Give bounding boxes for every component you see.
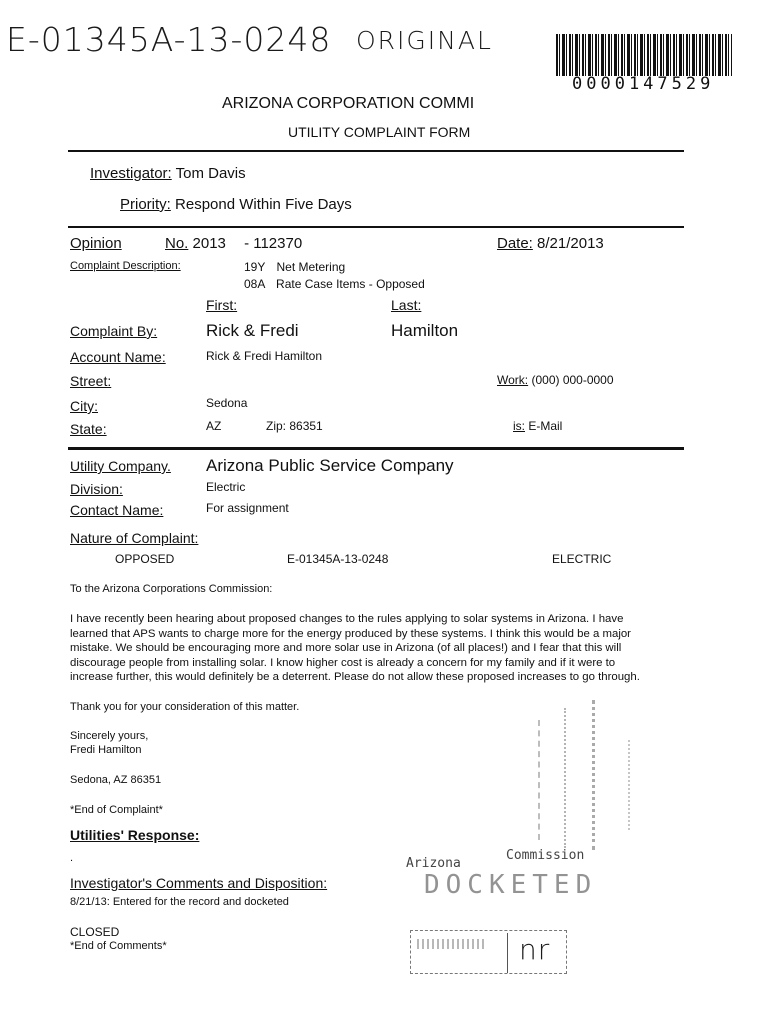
contact-name-value: For assignment [206, 501, 289, 515]
utility-company-label: Utility Company. [70, 458, 171, 474]
utility-company-value: Arizona Public Service Company [206, 456, 454, 475]
contact-method-label: is: [513, 419, 525, 433]
opinion-date-row [497, 235, 604, 252]
utilities-response-value: . [70, 852, 74, 864]
account-name-label: Account Name: [70, 349, 166, 365]
city-value: Sedona [206, 396, 248, 410]
docketed-by-box [410, 930, 567, 974]
utilities-response-label: Utilities' Response: [70, 827, 200, 843]
nature-type: ELECTRIC [552, 552, 612, 566]
disposition-label: Investigator's Comments and Disposition: [70, 875, 328, 891]
contact-name-label: Contact Name: [70, 502, 164, 518]
nature-docket: E-01345A-13-0248 [287, 552, 389, 566]
agency-name: ARIZONA CORPORATION COMMI [222, 95, 475, 112]
letter-end-marker: *End of Complaint* [70, 804, 163, 816]
opinion-number-row [165, 235, 302, 252]
complaint-by-label: Complaint By: [70, 323, 158, 339]
street-label: Street: [70, 373, 112, 389]
letter-closing: Sincerely yours, [70, 730, 149, 742]
investigator-row [90, 165, 246, 182]
contact-method-row [513, 419, 562, 433]
zip-row [266, 419, 323, 433]
letter-signer: Fredi Hamilton [70, 744, 142, 756]
barcode [556, 34, 732, 76]
disposition-end-marker: *End of Comments* [70, 940, 167, 952]
opinion-year: 2013 [192, 235, 226, 252]
letter-thanks: Thank you for your consideration of this matter. [70, 701, 300, 713]
opinion-rule [68, 226, 684, 228]
date-value: 8/21/2013 [537, 235, 604, 252]
letter-body-line: I have recently been hearing about proposed changes to the rules applying to solar systems in Arizona. I have [70, 613, 624, 625]
description-code-1: 19Y [244, 260, 266, 274]
header-rule [68, 150, 684, 152]
city-label: City: [70, 398, 98, 414]
contact-method-value: E-Mail [528, 419, 563, 433]
work-label: Work: [497, 373, 529, 387]
received-stamp [530, 700, 650, 860]
utility-rule [68, 447, 684, 450]
stamp-commission: Commission [506, 848, 585, 863]
priority-label: Priority: [120, 196, 171, 213]
opinion-number: - 112370 [244, 235, 303, 252]
description-code-2: 08A [244, 277, 265, 291]
work-value: (000) 000-0000 [531, 373, 614, 387]
opinion-no-label: No. [165, 235, 189, 252]
state-label: State: [70, 421, 107, 437]
date-label: Date: [497, 235, 533, 252]
handwritten-docket-number: E-01345A-13-0248 [6, 20, 332, 59]
work-phone-row [497, 373, 614, 387]
priority-value: Respond Within Five Days [175, 196, 352, 213]
barcode-number: 0000147529 [572, 74, 715, 94]
complainant-last-name: Hamilton [391, 321, 459, 340]
last-name-header: Last: [391, 297, 422, 313]
complainant-first-name: Rick & Fredi [206, 321, 299, 340]
description-text-2: Rate Case Items - Opposed [276, 277, 425, 291]
letter-salutation: To the Arizona Corporations Commission: [70, 583, 273, 595]
first-name-header: First: [206, 297, 238, 313]
disposition-status: CLOSED [70, 925, 120, 939]
stamp-arizona: Arizona [406, 856, 461, 871]
zip-value: 86351 [289, 419, 323, 433]
form-title: UTILITY COMPLAINT FORM [288, 124, 471, 140]
description-label: Complaint Description: [70, 260, 181, 272]
description-text-1: Net Metering [276, 260, 346, 274]
nature-label: Nature of Complaint: [70, 530, 199, 546]
description-line-1 [244, 260, 345, 274]
nature-position: OPPOSED [115, 552, 175, 566]
zip-label: Zip: [266, 419, 287, 433]
priority-row [120, 196, 352, 213]
docketed-by-initials: nr [519, 933, 551, 966]
opinion-label: Opinion [70, 235, 122, 252]
letter-location: Sedona, AZ 86351 [70, 774, 162, 786]
investigator-value: Tom Davis [175, 165, 246, 182]
letter-body-line: mistake. We should be encouraging more and more solar use in Arizona (of all places!) and I fear that this will [70, 642, 622, 655]
disposition-entry: 8/21/13: Entered for the record and docketed [70, 896, 289, 908]
division-value: Electric [206, 480, 246, 494]
state-value: AZ [206, 419, 222, 433]
account-name-value: Rick & Fredi Hamilton [206, 349, 323, 363]
letter-body-line: discourage people from installing solar. I know higher cost is already a concern for my family and if it were to [70, 656, 616, 669]
letter-body-line: increase further, this would definitely be a deterrent. Please do not allow these proposed increases to go through. [70, 671, 640, 684]
letter-body [70, 612, 640, 685]
handwritten-original-mark: ORIGINAL [356, 26, 493, 55]
docketed-stamp [406, 848, 598, 908]
description-line-2 [244, 277, 425, 291]
letter-body-line: learned that APS wants to charge more for the energy produced by these systems. I think this would be a major [70, 627, 631, 640]
division-label: Division: [70, 481, 123, 497]
investigator-label: Investigator: [90, 165, 172, 182]
stamp-docketed: DOCKETED [424, 870, 598, 900]
